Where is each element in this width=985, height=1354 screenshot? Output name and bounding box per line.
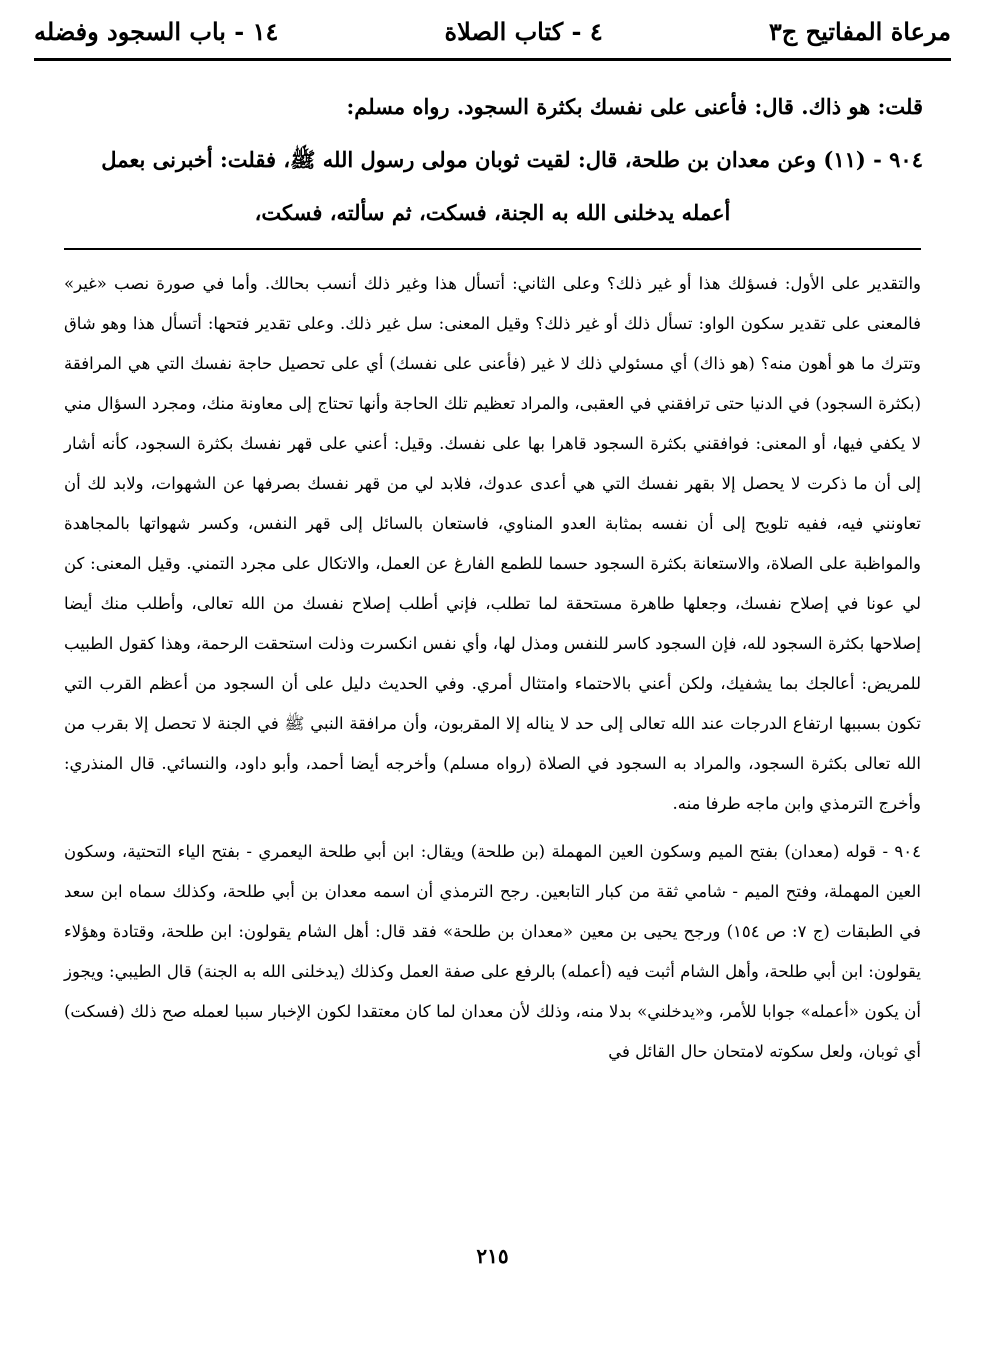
- hadith-line: أعمله يدخلنى الله به الجنة، فسكت، ثم سألته، فسكت،: [254, 200, 731, 225]
- header-section: ١٤ - باب السجود وفضله: [34, 16, 279, 46]
- hadith-line: قلت: هو ذاك. قال: فأعنى على نفسك بكثرة السجود. رواه مسلم:: [346, 94, 923, 119]
- running-header: [34, 8, 951, 54]
- hadith-line: ٩٠٤ - (١١) وعن معدان بن طلحة، قال: لقيت ثوبان مولى رسول الله ﷺ، فقلت: أخبرنى بعمل: [101, 147, 923, 172]
- header-rule: [34, 58, 951, 61]
- commentary-paragraph: والتقدير على الأول: فسؤلك هذا أو غير ذلك؟ وعلى الثاني: أتسأل هذا وغير ذلك أنسب بحالك. وأما في صورة نصب «غير» فالمعنى على تقدير سكون الواو: تسأل ذلك أو غير ذلك؟ وقيل المعنى: سل غير ذلك. وعلى تقدير فتحها: أتسأل هذا وهو شاق وتترك ما هو أهون منه؟ (هو ذاك) أي مسئولي ذلك لا غير (فأعنى على نفسك) أي على تحصيل حاجة نفسك التي هي المرافقة (بكثرة السجود) في الدنيا حتى ترافقني في العقبى، والمراد تعظيم تلك الحاجة وأنها تحتاج إلى معاونة منك، ومجرد السؤال مني لا يكفي فيها، أو المعنى: فوافقني بكثرة السجود قاهرا بها على نفسك. وقيل: أعني على قهر نفسك بكثرة السجود، كأنه أشار إلى أن ما ذكرت لا يحصل إلا بقهر نفسك التي هي أعدى عدوك، فلابد لي من قهر نفسك بصرفها عن الشهوات، ولابد لك أن تعاونني فيه، ففيه تلويح إلى أن نفسه بمثابة العدو المناوي، فاستعان بالسائل إلى قهر النفس، وكسر شهواتها بالمجاهدة والمواظبة على الصلاة، والاستعانة بكثرة السجود حسما للطمع الفارغ عن العمل، والاتكال على مجرد التمني. وقيل المعنى: كن لي عونا في إصلاح نفسك، وجعلها طاهرة مستحقة لما تطلب، فإني أطلب إصلاح نفسك من الله تعالى، وأطلب منك أيضا إصلاحها بكثرة السجود لله، فإن السجود كاسر للنفس ومذل لها، وأي نفس انكسرت وذلت استحقت الرحمة، وهذا كقول الطبيب للمريض: أعالجك بما يشفيك، ولكن أعني بالاحتماء وامتثال أمري. وفي الحديث دليل على أن السجود من أعظم القرب التي تكون بسببها ارتفاع الدرجات عند الله تعالى إلى حد لا يناله إلا المقربون، وأن مرافقة النبي ﷺ في الجنة لا تحصل إلا بقرب من الله تعالى بكثرة السجود، والمراد به السجود في الصلاة (رواه مسلم) وأخرجه أيضا أحمد، وأبو داود، والنسائي. قال المنذري: وأخرج الترمذي وابن ماجه طرفا منه.: [64, 274, 921, 813]
- section-divider: [64, 248, 921, 250]
- header-book-title: مرعاة المفاتيح ج٣: [768, 16, 951, 46]
- page-number: ٢١٥: [476, 1244, 509, 1268]
- commentary-text: [64, 264, 921, 1072]
- header-chapter: ٤ - كتاب الصلاة: [444, 16, 603, 46]
- commentary-paragraph: ٩٠٤ - قوله (معدان) بفتح الميم وسكون العين المهملة (بن طلحة) ويقال: ابن أبي طلحة اليعمري - بفتح الياء التحتية، وسكون العين المهملة، وفتح الميم - شامي ثقة من كبار التابعين. رجح الترمذي أن اسمه معدان بن أبي طلحة، وكذلك سماه ابن سعد في الطبقات (ج ٧: ص ١٥٤) ورجح يحيى بن معين «معدان بن طلحة» فقد قال: أهل الشام يقولون: ابن طلحة، وقتادة وهؤلاء يقولون: ابن أبي طلحة، وأهل الشام أثبت فيه (أعمله) بالرفع على صفة العمل وكذلك (يدخلنى الله به الجنة) قال الطيبي: ويجوز أن يكون «أعمله» جوابا للأمر، و«يدخلني» بدلا منه، وذلك لأن معدان لما كان معتقدا لكون الإخبار سببا لعمله صح ذلك (فسكت) أي ثوبان، ولعل سكوته لامتحان حال القائل في: [64, 842, 922, 1061]
- hadith-text: [62, 80, 923, 239]
